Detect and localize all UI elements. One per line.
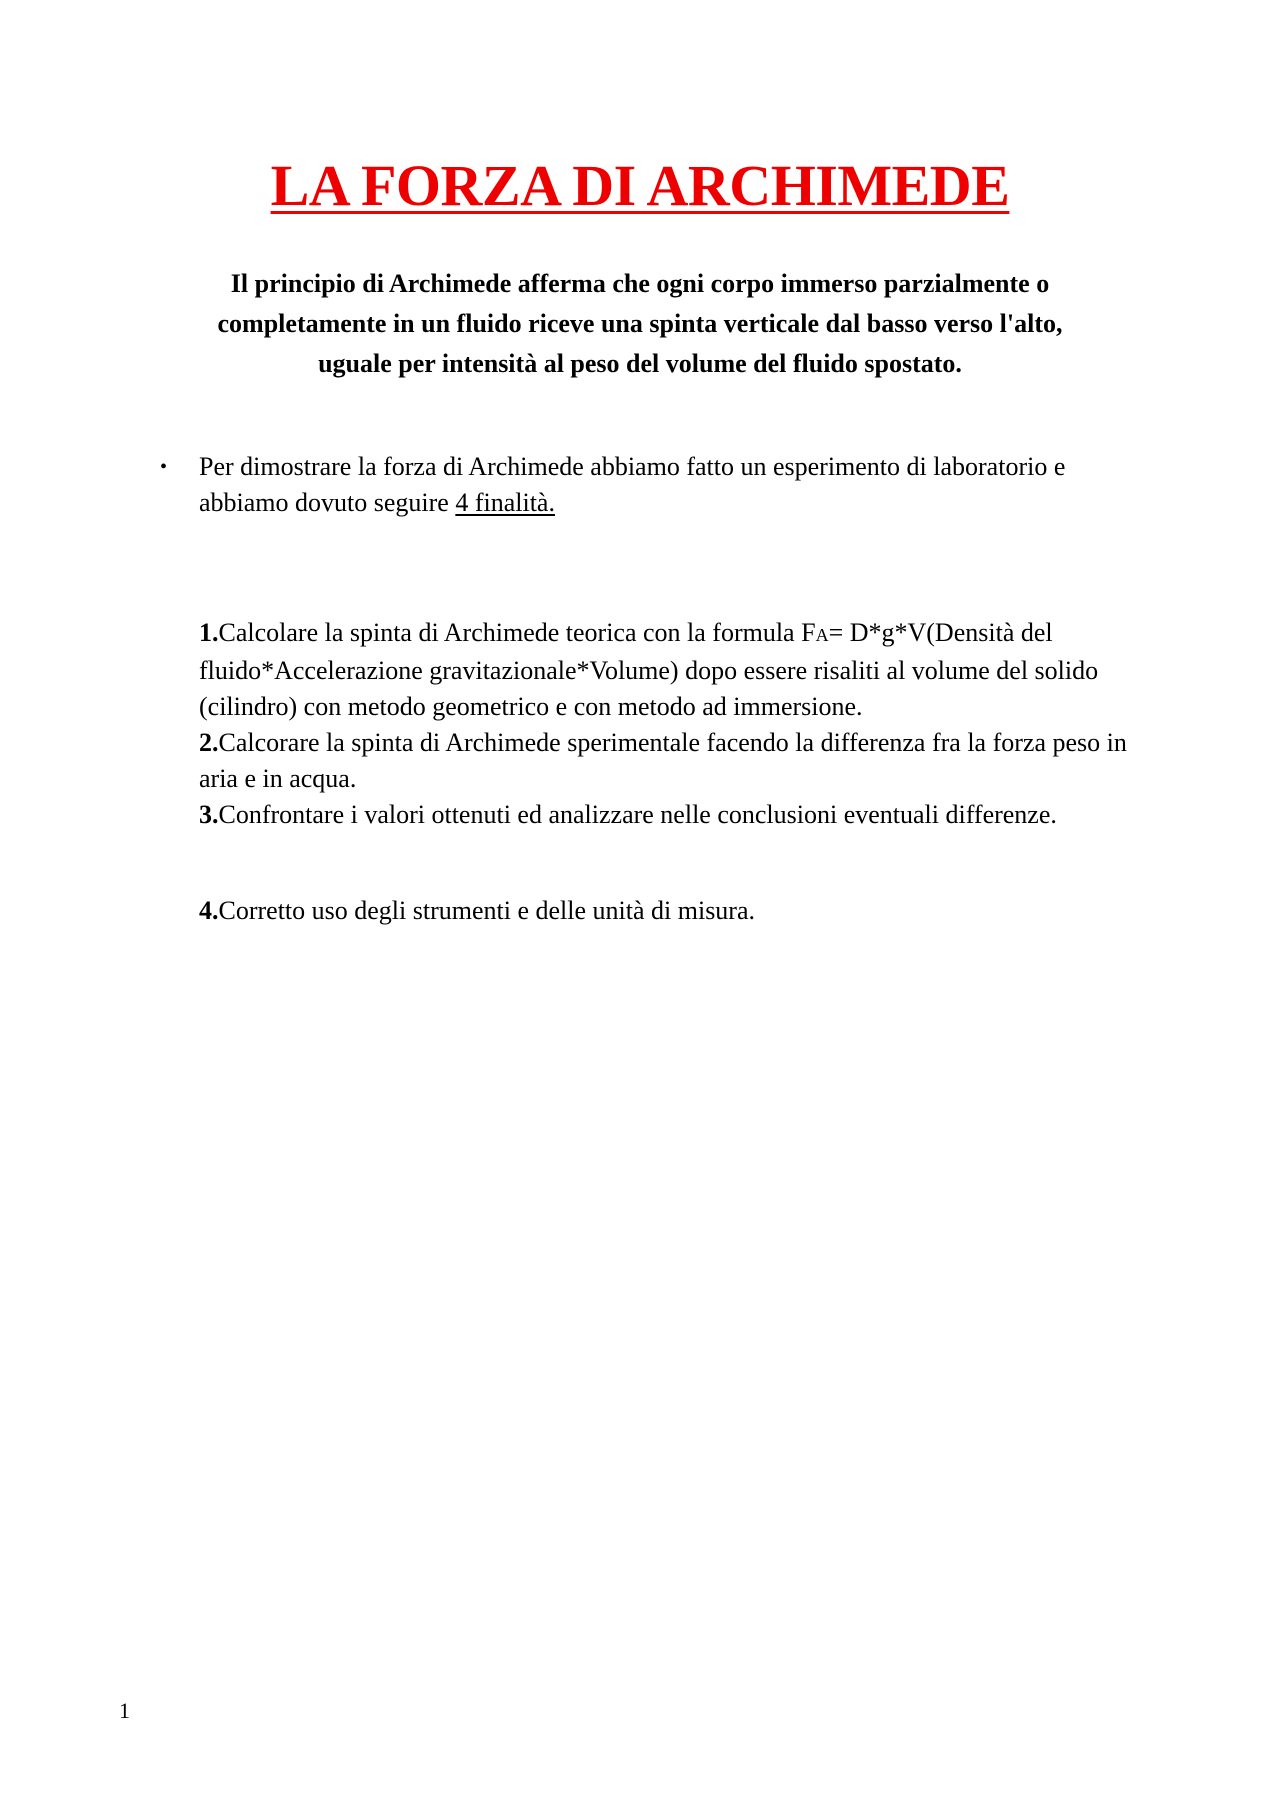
- goal-item-4: [199, 893, 1159, 929]
- goal-number: 4.: [199, 896, 219, 925]
- goal-item-1: [199, 615, 1159, 725]
- goal-text: Confrontare i valori ottenuti ed analizzare nelle conclusioni eventuali differenze.: [218, 800, 1057, 829]
- principle-line: Il principio di Archimede afferma che ogni corpo immerso parzialmente o: [230, 269, 1050, 298]
- bullet-paragraph: [160, 449, 1160, 521]
- bullet-text-main: Per dimostrare la forza di Archimede abbiamo fatto un esperimento di laboratorio e abbiamo dovuto seguire: [199, 452, 1066, 517]
- bullet-underlined-text: 4 finalità.: [455, 488, 555, 517]
- goal-number: 3.: [199, 800, 219, 829]
- page-number: 1: [119, 1698, 130, 1723]
- goal-subscript: A: [815, 625, 829, 645]
- goals-list: [199, 615, 1159, 833]
- goal-text: Calcolare la spinta di Archimede teorica con la formula F: [218, 618, 816, 647]
- goal-number: 2.: [199, 728, 219, 757]
- principle-line: completamente in un fluido riceve una spinta verticale dal basso verso l'alto,: [217, 309, 1063, 338]
- principle-line: uguale per intensità al peso del volume del fluido spostato.: [318, 349, 962, 378]
- goal-item-4-block: [199, 893, 1159, 929]
- bullet-text: [199, 449, 1160, 521]
- goal-text: Calcorare la spinta di Archimede sperimentale facendo la differenza fra la forza peso in aria e in acqua.: [199, 728, 1127, 793]
- goal-item-3: [199, 797, 1159, 833]
- goal-text: Corretto uso degli strumenti e delle unità di misura.: [218, 896, 756, 925]
- bullet-dot-icon: •: [160, 456, 168, 478]
- goal-number: 1.: [199, 618, 219, 647]
- goal-item-2: [199, 725, 1159, 797]
- document-title: LA FORZA DI ARCHIMEDE: [270, 153, 1010, 218]
- goal-text-continued: = D*g*V(Densità del fluido*Accelerazione gravitazionale*Volume) dopo essere risaliti al volume del solido (cilindro) con metodo geometrico e con metodo ad immersione.: [199, 618, 1099, 721]
- principle-statement: [130, 264, 1150, 384]
